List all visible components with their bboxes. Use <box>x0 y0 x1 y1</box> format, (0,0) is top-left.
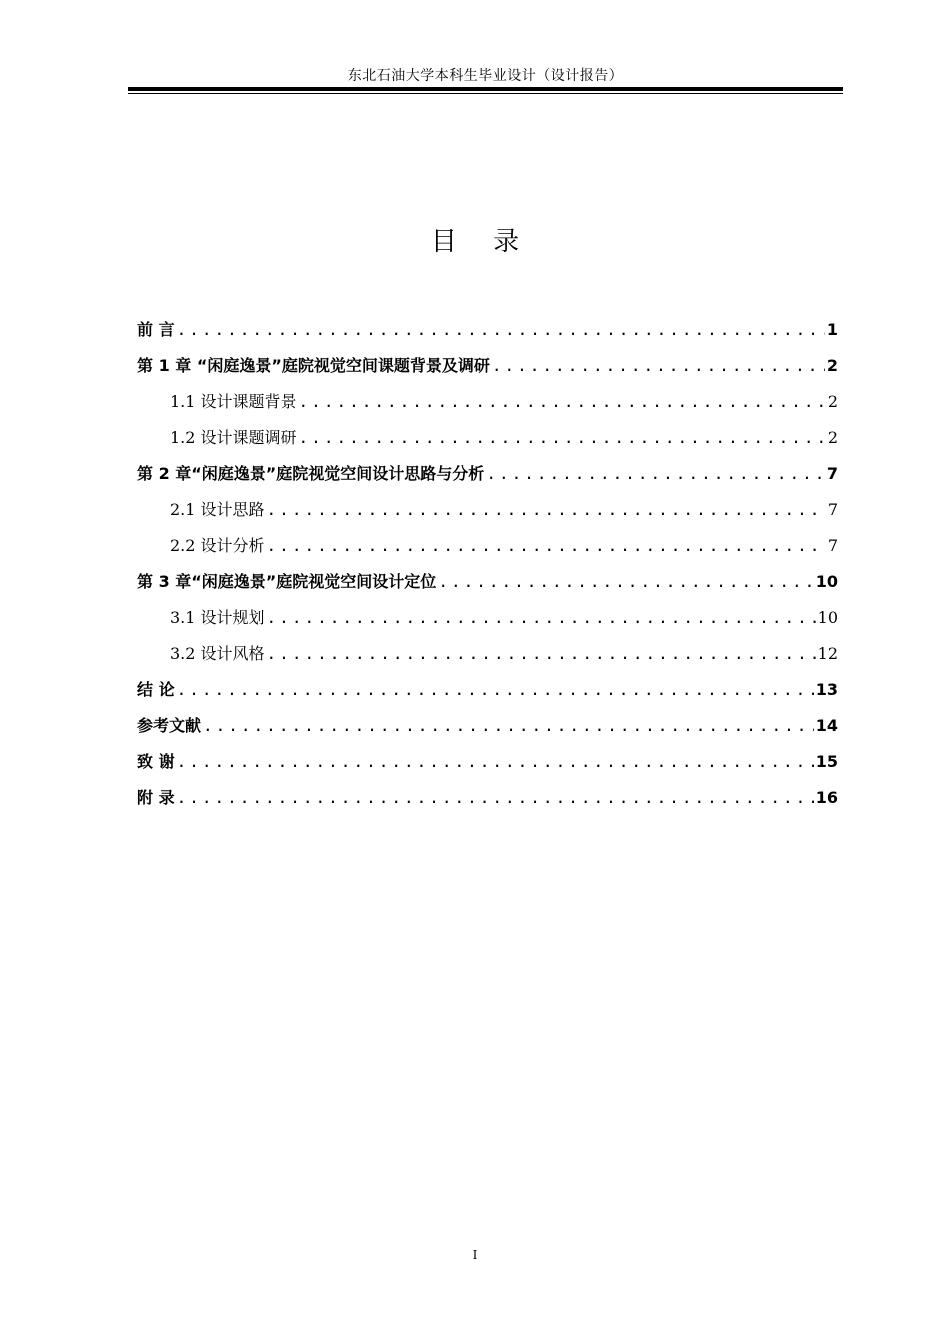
toc-page-number: 2 <box>827 428 838 447</box>
toc-entry-label: 第 2 章“闲庭逸景”庭院视觉空间设计思路与分析 <box>137 464 485 483</box>
toc-entry-section-3-1[interactable] <box>137 600 838 636</box>
toc-entry-label: 3.2 设计风格 <box>170 644 265 663</box>
toc-entry-label: 参考文献 <box>137 716 202 735</box>
toc-dot-leader <box>438 564 813 600</box>
toc-entry-section-2-2[interactable] <box>137 528 838 564</box>
toc-dot-leader <box>177 312 825 348</box>
toc-entry-label: 附 录 <box>137 788 175 807</box>
toc-entry-section-3-2[interactable] <box>137 636 838 672</box>
toc-page-number: 12 <box>817 644 838 663</box>
toc-entry-label: 2.2 设计分析 <box>170 536 265 555</box>
toc-entry-preface[interactable] <box>137 312 838 348</box>
toc-entry-label: 致 谢 <box>137 752 175 771</box>
toc-entry-label: 结 论 <box>137 680 175 699</box>
toc-entry-chapter-3[interactable] <box>137 564 838 600</box>
table-of-contents <box>137 312 838 816</box>
toc-page-number: 10 <box>817 608 838 627</box>
toc-entry-label: 3.1 设计规划 <box>170 608 265 627</box>
header-rule-thin <box>128 93 843 94</box>
toc-page-number: 10 <box>815 572 838 591</box>
toc-dot-leader <box>299 420 826 456</box>
toc-dot-leader <box>177 780 814 816</box>
toc-page-number: 7 <box>827 500 838 519</box>
toc-dot-leader <box>177 744 814 780</box>
toc-dot-leader <box>492 348 825 384</box>
toc-entry-label: 第 1 章 “闲庭逸景”庭院视觉空间课题背景及调研 <box>137 356 490 375</box>
toc-page-number: 7 <box>826 464 838 483</box>
toc-dot-leader <box>267 636 816 672</box>
toc-dot-leader <box>486 456 825 492</box>
toc-entry-appendix[interactable] <box>137 780 838 816</box>
toc-page-number: 15 <box>815 752 838 771</box>
toc-dot-leader <box>177 672 814 708</box>
toc-page-number: 13 <box>815 680 838 699</box>
toc-dot-leader <box>267 528 826 564</box>
toc-entry-section-1-2[interactable] <box>137 420 838 456</box>
toc-entry-label: 1.2 设计课题调研 <box>170 428 297 447</box>
toc-page-number: 7 <box>827 536 838 555</box>
toc-entry-label: 前 言 <box>137 320 175 339</box>
toc-page-number: 14 <box>815 716 838 735</box>
toc-dot-leader <box>203 708 814 744</box>
toc-entry-conclusion[interactable] <box>137 672 838 708</box>
page-number-footer: I <box>472 1248 478 1262</box>
toc-entry-section-2-1[interactable] <box>137 492 838 528</box>
toc-entry-acknowledgements[interactable] <box>137 744 838 780</box>
toc-entry-chapter-2[interactable] <box>137 456 838 492</box>
toc-entry-chapter-1[interactable] <box>137 348 838 384</box>
toc-page-number: 2 <box>826 356 838 375</box>
toc-dot-leader <box>267 600 816 636</box>
header-rule-thick <box>128 87 843 91</box>
toc-page-number: 2 <box>827 392 838 411</box>
toc-page-number: 1 <box>826 320 838 339</box>
toc-entry-section-1-1[interactable] <box>137 384 838 420</box>
page-header: 东北石油大学本科生毕业设计（设计报告） <box>347 68 624 84</box>
toc-dot-leader <box>299 384 826 420</box>
toc-page-number: 16 <box>815 788 838 807</box>
toc-entry-label: 第 3 章“闲庭逸景”庭院视觉空间设计定位 <box>137 572 437 591</box>
toc-title: 目 录 <box>430 227 534 257</box>
toc-dot-leader <box>267 492 826 528</box>
toc-entry-label: 1.1 设计课题背景 <box>170 392 297 411</box>
toc-entry-label: 2.1 设计思路 <box>170 500 265 519</box>
toc-entry-references[interactable] <box>137 708 838 744</box>
